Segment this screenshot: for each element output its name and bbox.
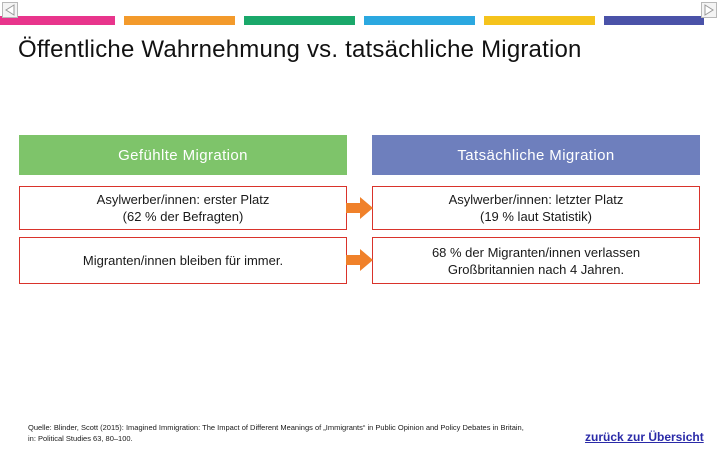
header-felt-migration: Gefühlte Migration (19, 135, 347, 175)
cell-actual-asylum-text: Asylwerber/innen: letzter Platz (19 % laut Statistik) (448, 192, 624, 224)
arrow-right-icon (346, 197, 374, 219)
cell-actual-permanence-text: 68 % der Migranten/innen verlassen Großbritannien nach 4 Jahren. (431, 244, 641, 277)
prev-slide-button[interactable] (2, 2, 18, 18)
color-stripe-bar (0, 16, 720, 25)
cell-felt-asylum-text: Asylwerber/innen: erster Platz (62 % der Befragten) (96, 192, 270, 224)
color-stripe-4 (364, 16, 475, 25)
source-citation (28, 422, 588, 444)
header-actual-migration: Tatsächliche Migration (372, 135, 700, 175)
cell-felt-permanence-text: Migranten/innen bleiben für immer. (82, 253, 284, 268)
color-stripe-2 (124, 16, 235, 25)
triangle-right-icon (702, 3, 716, 17)
source-line-2: in: Political Studies 63, 80–100. (28, 434, 133, 443)
cell-actual-permanence (372, 237, 700, 284)
cell-actual-asylum (372, 186, 700, 230)
next-slide-button[interactable] (701, 2, 717, 18)
source-line-1: Quelle: Blinder, Scott (2015): Imagined Immigration: The Impact of Different Meanings of „Immigrants“ in Public Opinion and Policy Debates in Britain, (28, 423, 524, 432)
cell-felt-permanence (19, 237, 347, 284)
color-stripe-5 (484, 16, 595, 25)
arrow-right-icon (346, 249, 374, 271)
color-stripe-3 (244, 16, 355, 25)
page-title: Öffentliche Wahrnehmung vs. tatsächliche Migration (18, 36, 582, 63)
triangle-left-icon (3, 3, 17, 17)
color-stripe-6 (604, 16, 704, 25)
back-to-overview-link[interactable]: zurück zur Übersicht (585, 430, 704, 444)
cell-felt-asylum (19, 186, 347, 230)
